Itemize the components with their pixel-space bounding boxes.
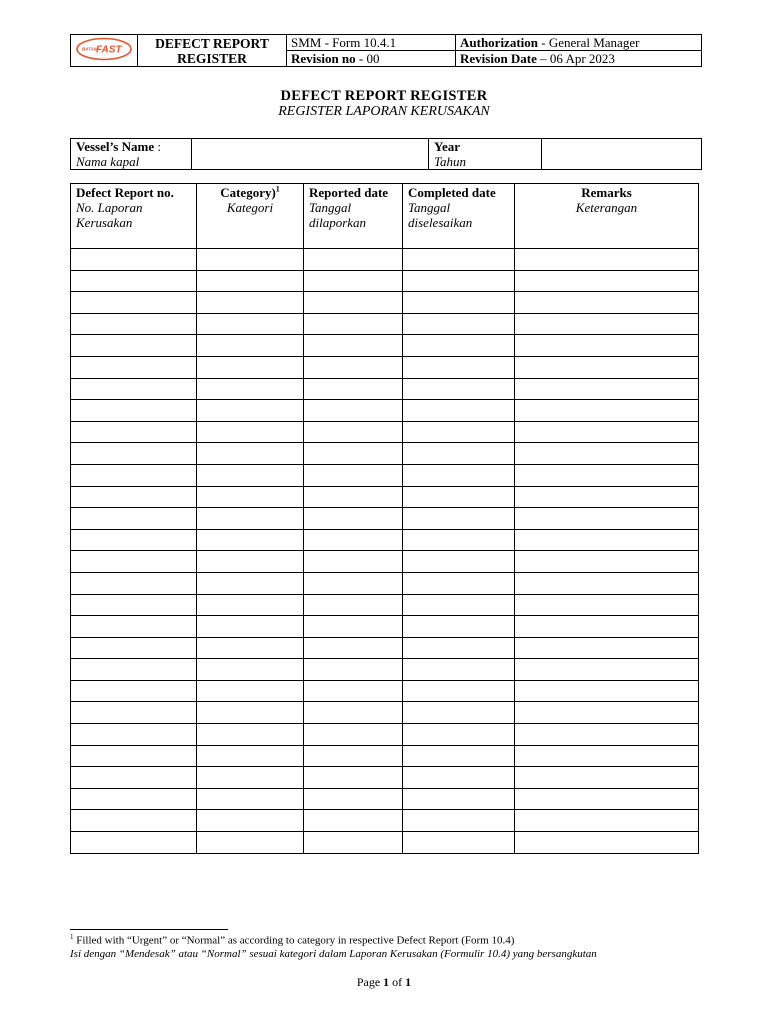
table-row: [71, 464, 699, 486]
table-row: [71, 680, 699, 702]
revision-date-value: 06 Apr 2023: [549, 51, 615, 66]
table-row: [71, 832, 699, 854]
table-cell[interactable]: [403, 637, 515, 659]
table-row: [71, 529, 699, 551]
table-cell[interactable]: [403, 335, 515, 357]
table-cell[interactable]: [71, 400, 197, 422]
table-cell[interactable]: [71, 572, 197, 594]
table-cell[interactable]: [197, 249, 304, 271]
table-cell[interactable]: [515, 767, 699, 789]
table-cell[interactable]: [197, 810, 304, 832]
table-cell[interactable]: [515, 443, 699, 465]
table-cell[interactable]: [403, 529, 515, 551]
table-cell[interactable]: [403, 832, 515, 854]
table-cell[interactable]: [197, 616, 304, 638]
table-cell[interactable]: [403, 810, 515, 832]
table-cell[interactable]: [71, 356, 197, 378]
table-cell[interactable]: [515, 270, 699, 292]
table-cell[interactable]: [71, 270, 197, 292]
vessel-name-label-id: Nama kapal: [76, 154, 140, 169]
table-cell[interactable]: [515, 249, 699, 271]
table-cell[interactable]: [403, 356, 515, 378]
table-cell[interactable]: [197, 702, 304, 724]
table-cell[interactable]: [71, 335, 197, 357]
table-row: [71, 292, 699, 314]
table-cell[interactable]: [403, 788, 515, 810]
table-cell[interactable]: [71, 702, 197, 724]
footnote-ref: 1: [275, 184, 280, 194]
footnote-en: $^1$ Filled with “Urgent” or “Normal” as according to category in respective Defect Report (Form 10.4): [70, 933, 515, 947]
table-cell[interactable]: [71, 551, 197, 573]
table-cell[interactable]: [304, 486, 403, 508]
table-cell[interactable]: [403, 270, 515, 292]
table-cell[interactable]: [304, 832, 403, 854]
table-cell[interactable]: [71, 594, 197, 616]
vessel-name-label: Vessel’s Name: [76, 139, 155, 154]
table-cell[interactable]: [403, 464, 515, 486]
footnote-id: Isi dengan “Mendesak” atau “Normal” sesuai kategori dalam Laporan Kerusakan (Formulir 10.4) yang bersangkutan: [70, 948, 597, 960]
table-cell[interactable]: [304, 810, 403, 832]
table-cell[interactable]: [515, 702, 699, 724]
table-cell[interactable]: [71, 810, 197, 832]
table-cell[interactable]: [197, 572, 304, 594]
table-row: [71, 767, 699, 789]
table-cell[interactable]: [197, 443, 304, 465]
table-cell[interactable]: [403, 421, 515, 443]
table-cell[interactable]: [197, 464, 304, 486]
table-cell[interactable]: [197, 767, 304, 789]
table-cell[interactable]: [403, 616, 515, 638]
table-row: [71, 745, 699, 767]
table-row: [71, 659, 699, 681]
table-cell[interactable]: [304, 594, 403, 616]
table-cell[interactable]: [304, 572, 403, 594]
table-cell[interactable]: [197, 270, 304, 292]
table-cell[interactable]: [403, 443, 515, 465]
table-cell[interactable]: [197, 788, 304, 810]
document-header: [70, 34, 702, 67]
document-subtitle: REGISTER LAPORAN KERUSAKAN: [278, 104, 490, 119]
table-row: [71, 637, 699, 659]
table-row: [71, 443, 699, 465]
table-row: [71, 421, 699, 443]
table-cell[interactable]: [71, 443, 197, 465]
table-cell[interactable]: [515, 508, 699, 530]
table-cell[interactable]: [515, 572, 699, 594]
table-cell[interactable]: [403, 767, 515, 789]
year-field[interactable]: [542, 139, 702, 170]
table-cell[interactable]: [304, 378, 403, 400]
table-cell[interactable]: [515, 400, 699, 422]
table-cell[interactable]: [197, 832, 304, 854]
table-cell[interactable]: [304, 335, 403, 357]
table-cell[interactable]: [197, 335, 304, 357]
table-cell[interactable]: [515, 292, 699, 314]
table-cell[interactable]: [197, 356, 304, 378]
table-cell[interactable]: [403, 724, 515, 746]
table-cell[interactable]: [403, 249, 515, 271]
table-cell[interactable]: [515, 659, 699, 681]
table-row: [71, 788, 699, 810]
column-header-report-no: Defect Report no. No. Laporan Kerusakan: [71, 184, 197, 249]
table-row: [71, 400, 699, 422]
year-label: Year: [434, 139, 460, 154]
table-cell[interactable]: [197, 594, 304, 616]
table-cell[interactable]: [304, 702, 403, 724]
table-cell[interactable]: [515, 745, 699, 767]
table-cell[interactable]: [197, 724, 304, 746]
table-cell[interactable]: [515, 680, 699, 702]
table-cell[interactable]: [515, 529, 699, 551]
logo-cell: [71, 35, 138, 67]
year-label-cell: [429, 139, 542, 170]
table-cell[interactable]: [304, 443, 403, 465]
register-rows: [71, 249, 699, 854]
table-cell[interactable]: [197, 486, 304, 508]
revision-label: Revision no: [291, 51, 356, 66]
table-cell[interactable]: [403, 702, 515, 724]
table-cell[interactable]: [71, 724, 197, 746]
table-cell[interactable]: [403, 594, 515, 616]
table-cell[interactable]: [71, 421, 197, 443]
table-cell[interactable]: [71, 616, 197, 638]
table-cell[interactable]: [304, 464, 403, 486]
revision-date-label: Revision Date: [460, 51, 537, 66]
defect-register-table: [70, 183, 699, 854]
table-cell[interactable]: [197, 421, 304, 443]
table-cell[interactable]: [197, 659, 304, 681]
table-cell[interactable]: [403, 659, 515, 681]
table-cell[interactable]: [403, 745, 515, 767]
vessel-info-table: [70, 138, 702, 170]
table-cell[interactable]: [515, 356, 699, 378]
table-cell[interactable]: [304, 680, 403, 702]
table-cell[interactable]: [71, 249, 197, 271]
svg-text:BATAM: BATAM: [82, 46, 98, 52]
table-cell[interactable]: [71, 637, 197, 659]
footnote-separator: [70, 929, 228, 930]
table-cell[interactable]: [71, 767, 197, 789]
table-cell[interactable]: [403, 551, 515, 573]
table-cell[interactable]: [71, 378, 197, 400]
table-cell[interactable]: [71, 529, 197, 551]
revision-no: Revision no - 00: [287, 51, 456, 67]
table-cell[interactable]: [403, 680, 515, 702]
table-cell[interactable]: [304, 508, 403, 530]
revision-value: 00: [366, 51, 380, 66]
table-cell[interactable]: [304, 616, 403, 638]
batam-fast-logo: [76, 37, 132, 61]
authorization-label: Authorization: [460, 35, 538, 50]
table-cell[interactable]: [515, 616, 699, 638]
table-cell[interactable]: [403, 508, 515, 530]
table-cell[interactable]: [515, 335, 699, 357]
table-cell[interactable]: [71, 313, 197, 335]
table-cell[interactable]: [304, 356, 403, 378]
table-cell[interactable]: [304, 788, 403, 810]
column-header-remarks: Remarks Keterangan: [515, 184, 699, 249]
table-cell[interactable]: [403, 313, 515, 335]
table-cell[interactable]: [197, 551, 304, 573]
table-cell[interactable]: [403, 572, 515, 594]
table-cell[interactable]: [515, 464, 699, 486]
table-row: [71, 335, 699, 357]
table-row: [71, 616, 699, 638]
table-cell[interactable]: [197, 637, 304, 659]
table-row: [71, 572, 699, 594]
table-row: [71, 249, 699, 271]
table-cell[interactable]: [197, 680, 304, 702]
table-row: [71, 313, 699, 335]
table-cell[interactable]: [304, 659, 403, 681]
table-cell[interactable]: [71, 659, 197, 681]
year-label-id: Tahun: [434, 154, 467, 169]
table-cell[interactable]: [197, 313, 304, 335]
table-cell[interactable]: [71, 832, 197, 854]
vessel-name-label-cell: Vessel’s Name : Nama kapal: [71, 139, 192, 170]
table-cell[interactable]: [304, 400, 403, 422]
table-row: [71, 378, 699, 400]
table-cell[interactable]: [515, 486, 699, 508]
header-title: DEFECT REPORT REGISTER: [138, 35, 287, 67]
table-cell[interactable]: [403, 400, 515, 422]
table-cell[interactable]: [71, 788, 197, 810]
table-cell[interactable]: [515, 313, 699, 335]
table-row: [71, 810, 699, 832]
table-cell[interactable]: [71, 745, 197, 767]
authorization: Authorization - General Manager: [456, 35, 702, 51]
table-cell[interactable]: [304, 249, 403, 271]
revision-date: Revision Date – 06 Apr 2023: [456, 51, 702, 67]
table-row: [71, 270, 699, 292]
table-cell[interactable]: [71, 292, 197, 314]
table-cell[interactable]: [304, 724, 403, 746]
table-row: [71, 356, 699, 378]
table-cell[interactable]: [403, 292, 515, 314]
table-cell[interactable]: [304, 313, 403, 335]
table-cell[interactable]: [515, 551, 699, 573]
column-header-completed-date: Completed date Tanggal diselesaikan: [403, 184, 515, 249]
table-cell[interactable]: [304, 270, 403, 292]
table-cell[interactable]: [304, 421, 403, 443]
table-cell[interactable]: [71, 680, 197, 702]
vessel-name-field[interactable]: [192, 139, 429, 170]
column-header-reported-date: Reported date Tanggal dilaporkan: [304, 184, 403, 249]
table-cell[interactable]: [515, 832, 699, 854]
table-cell[interactable]: [304, 292, 403, 314]
table-cell[interactable]: [197, 508, 304, 530]
table-cell[interactable]: [403, 486, 515, 508]
table-cell[interactable]: [304, 529, 403, 551]
document-title: DEFECT REPORT REGISTER: [280, 88, 488, 104]
table-cell[interactable]: [515, 421, 699, 443]
table-row: [71, 508, 699, 530]
table-cell[interactable]: [515, 724, 699, 746]
table-cell[interactable]: [197, 292, 304, 314]
table-cell[interactable]: [304, 637, 403, 659]
table-row: [71, 551, 699, 573]
table-cell[interactable]: [71, 464, 197, 486]
form-code: SMM - Form 10.4.1: [287, 35, 456, 51]
table-cell[interactable]: [197, 745, 304, 767]
table-row: [71, 594, 699, 616]
authorization-value: General Manager: [548, 35, 640, 50]
table-cell[interactable]: [71, 486, 197, 508]
svg-text:FAST: FAST: [96, 44, 122, 56]
table-cell[interactable]: [515, 810, 699, 832]
table-row: [71, 702, 699, 724]
table-cell[interactable]: [71, 508, 197, 530]
table-cell[interactable]: [403, 378, 515, 400]
table-row: [71, 486, 699, 508]
table-cell[interactable]: [197, 378, 304, 400]
table-cell[interactable]: [197, 400, 304, 422]
table-cell[interactable]: [515, 637, 699, 659]
table-cell[interactable]: [304, 767, 403, 789]
page-number: Page 1 of 1: [356, 975, 412, 989]
table-cell[interactable]: [304, 745, 403, 767]
table-cell[interactable]: [515, 788, 699, 810]
table-cell[interactable]: [515, 594, 699, 616]
table-cell[interactable]: [304, 551, 403, 573]
table-cell[interactable]: [197, 529, 304, 551]
table-cell[interactable]: [515, 378, 699, 400]
table-row: [71, 724, 699, 746]
column-header-category: Category)$^1$ Kategori: [197, 184, 304, 249]
